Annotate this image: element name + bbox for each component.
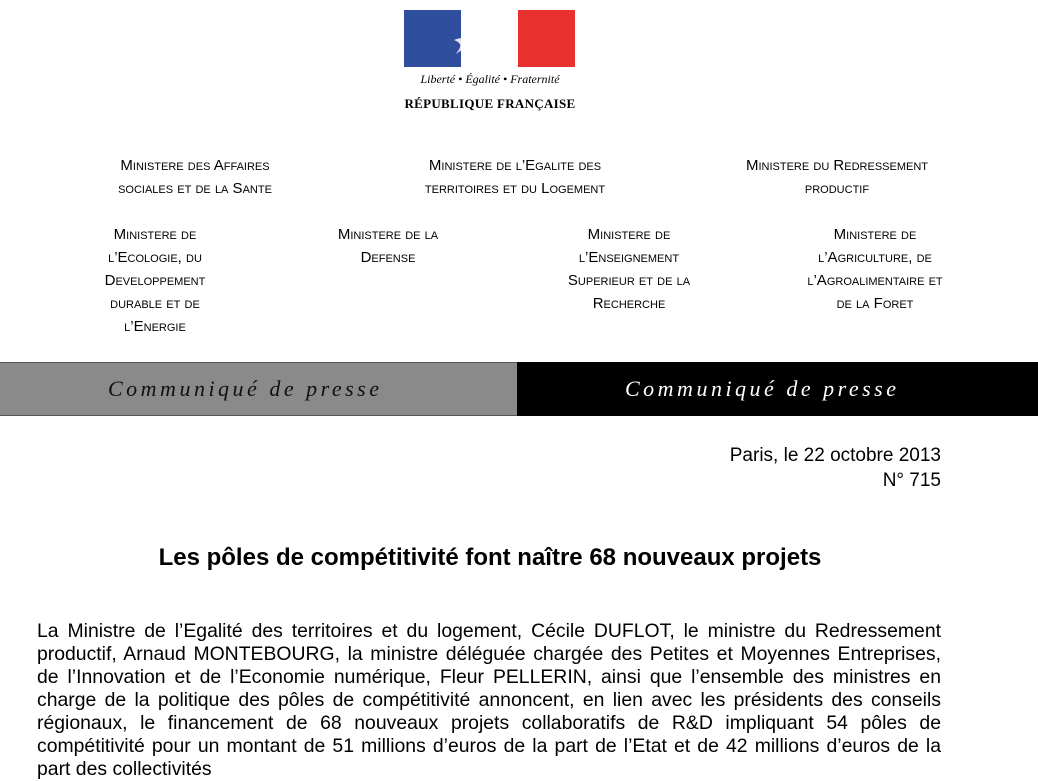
ministry-egalite-territoires: Ministere de l’Egalite des territoires et du Logement bbox=[424, 157, 606, 197]
french-flag-icon bbox=[404, 10, 575, 67]
ministry-enseignement-superieur: Ministere de l’Enseignement Superieur et de la Recherche bbox=[567, 226, 691, 312]
banner-right-label: Communiqué de presse bbox=[625, 376, 900, 401]
banner-left bbox=[0, 362, 517, 416]
release-number: N° 715 bbox=[882, 470, 941, 491]
ministry-ecologie: Ministere de l’Ecologie, du Developpement durable et de l’Energie bbox=[104, 226, 206, 335]
republique-francaise-logo bbox=[404, 10, 576, 114]
ministry-defense: Ministere de la Defense bbox=[337, 226, 439, 266]
republic-motto: Liberté • Égalité • Fraternité bbox=[420, 72, 560, 86]
ministry-affaires-sociales: Ministere des Affaires sociales et de la Sante bbox=[118, 157, 272, 197]
release-date: Paris, le 22 octobre 2013 bbox=[729, 445, 941, 466]
banner-right bbox=[517, 362, 1038, 416]
ministry-redressement-productif: Ministere du Redressement productif bbox=[745, 157, 928, 197]
body-paragraph: La Ministre de l’Egalité des territoires et du logement, Cécile DUFLOT, le ministre du Redressement productif, Arnaud MONTEBOURG, la ministre déléguée chargée des Petites et Moyennes Entreprises, de l’Innovation et de l’Economie numérique, Fleur PELLERIN, ainsi que l’ensemble des ministres en charge de la politique des pôles de compétitivité annoncent, en lien avec les présidents des conseils régionaux, le financement de 68 nouveaux projets collaboratifs de R&D impliquant 54 pôles de compétitivité pour un montant de 51 millions d’euros de la part de l’Etat et de 42 millions d’euros de la part des collectivités bbox=[37, 620, 941, 780]
dateline bbox=[730, 443, 941, 493]
republic-name: RÉPUBLIQUE FRANÇAISE bbox=[404, 96, 576, 111]
banner-left-label: Communiqué de presse bbox=[108, 376, 383, 401]
ministry-agriculture: Ministere de l’Agriculture, de l’Agroalimentaire et de la Foret bbox=[807, 226, 943, 312]
page-title: Les pôles de compétitivité font naître 68 nouveaux projets bbox=[158, 544, 822, 571]
press-release-banner bbox=[0, 362, 1038, 416]
